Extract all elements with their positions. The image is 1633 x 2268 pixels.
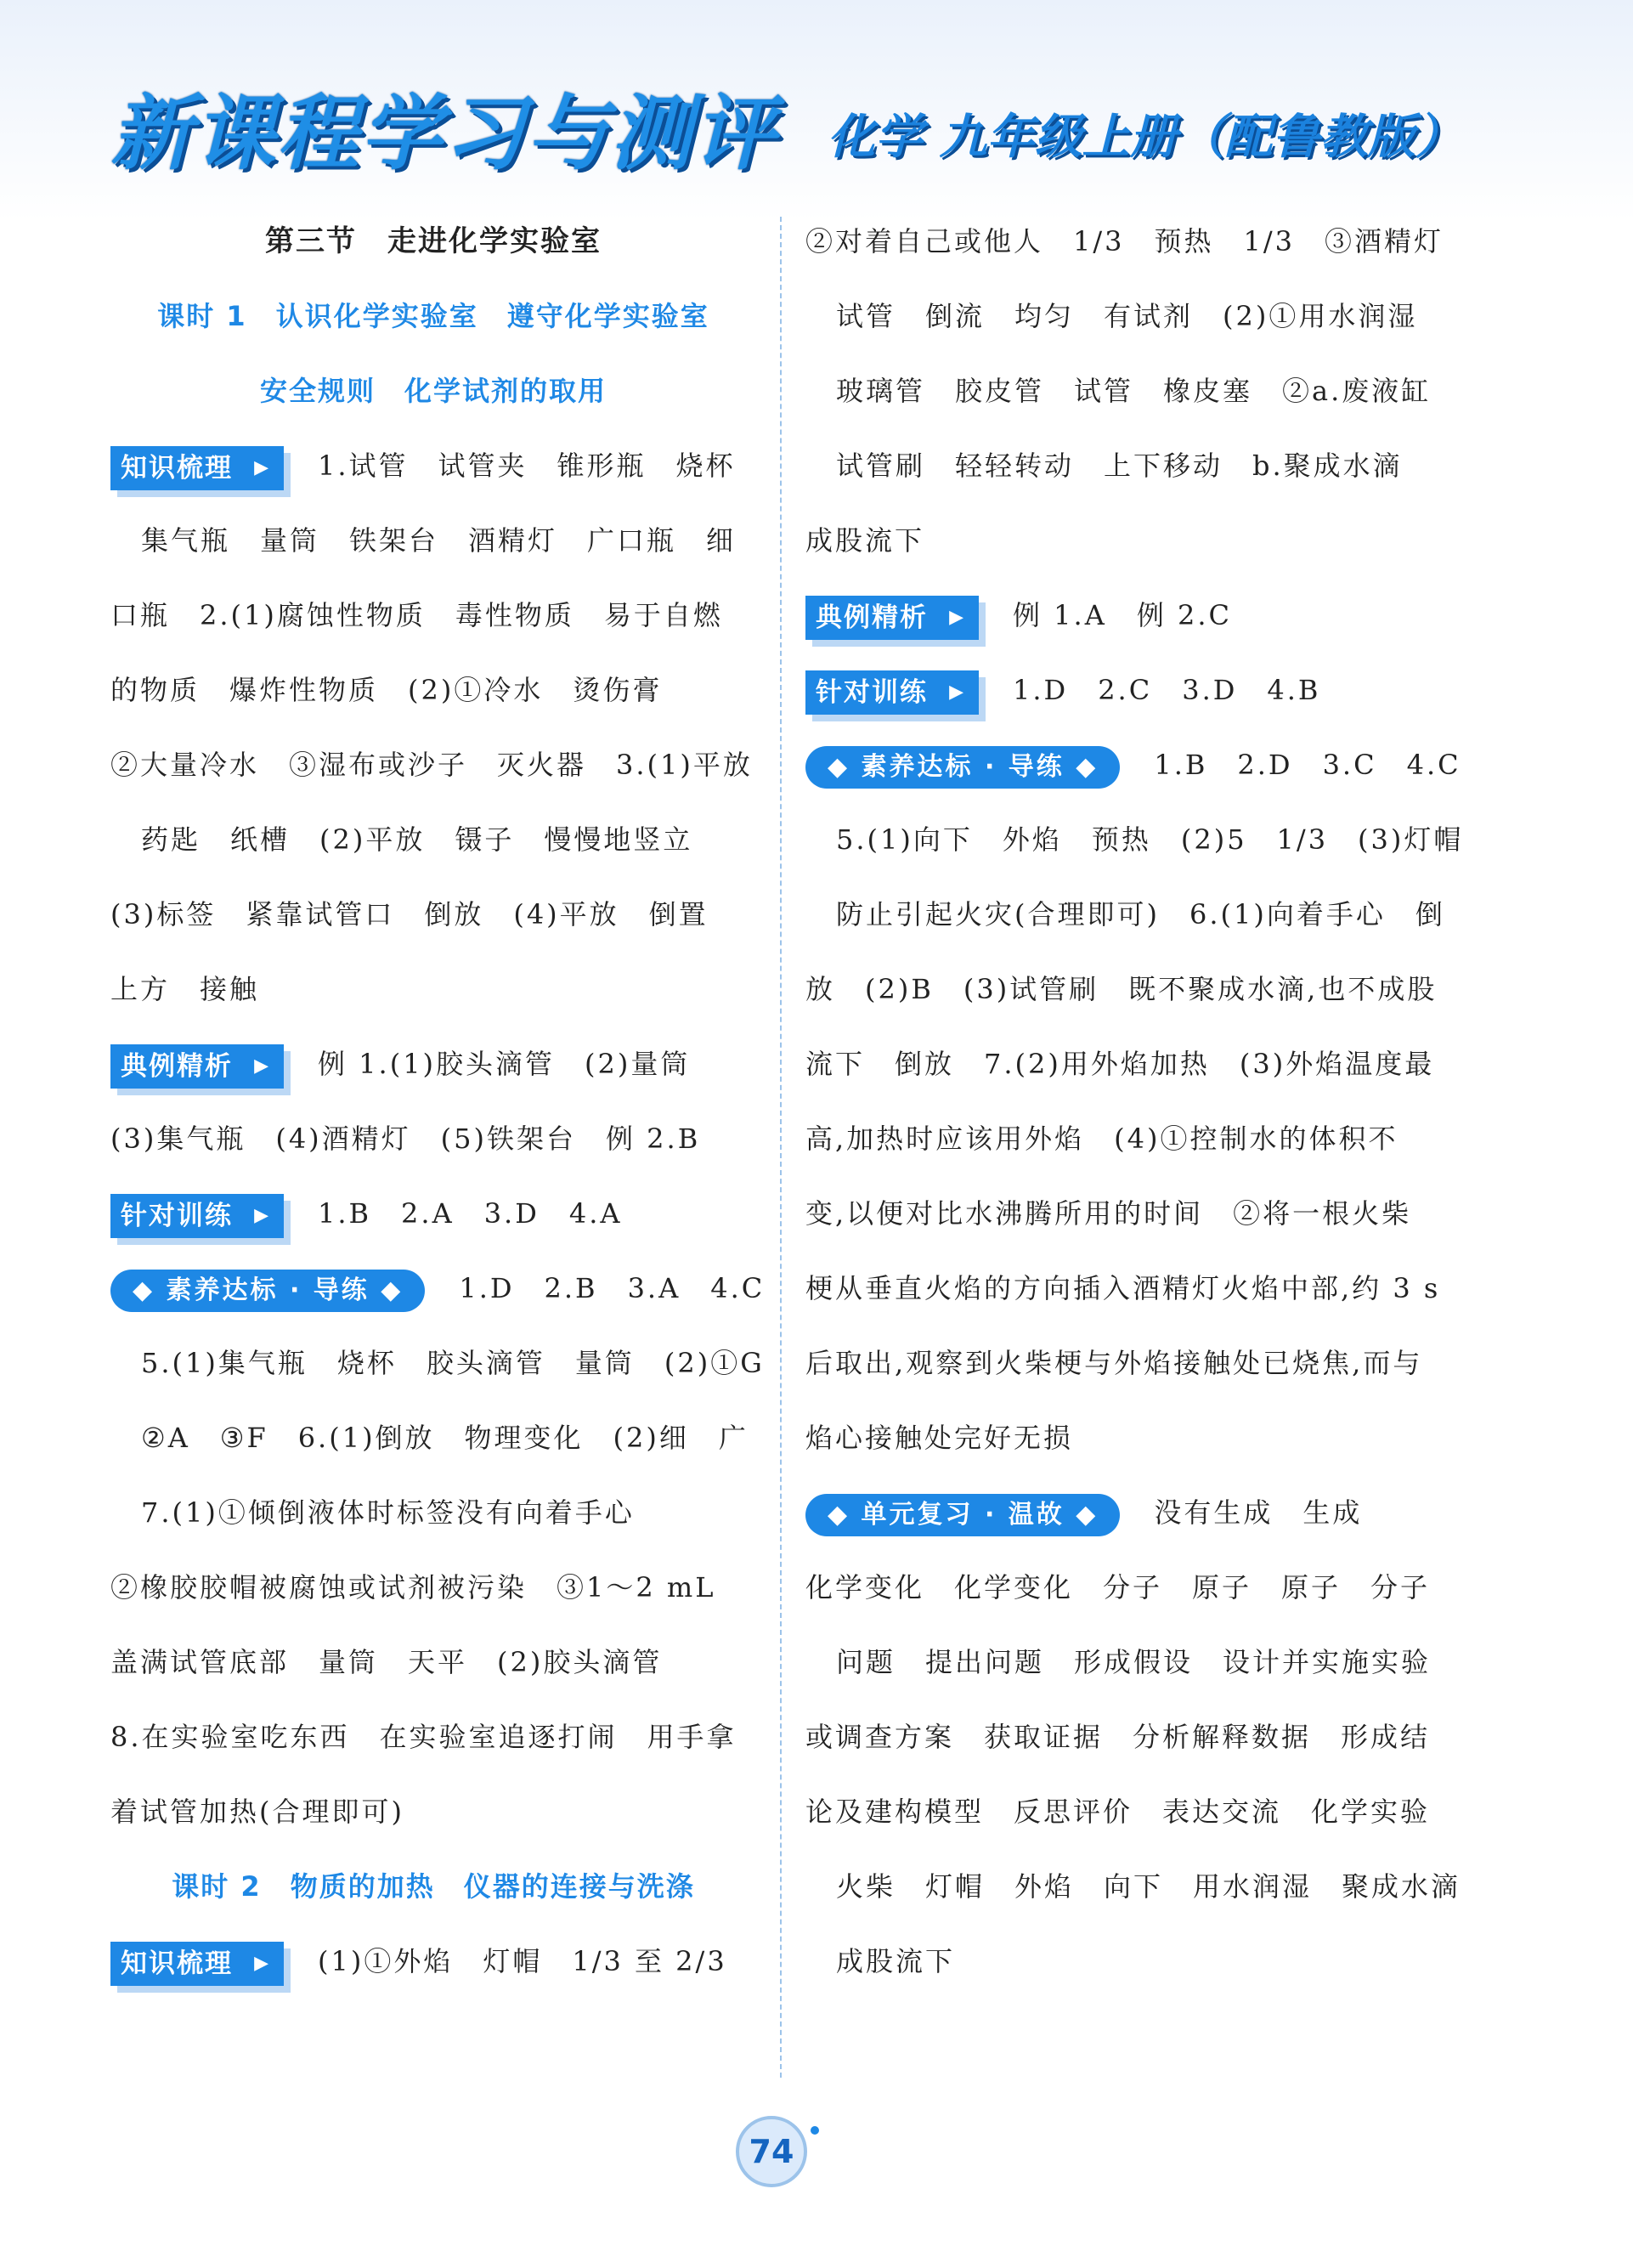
answer-text: 例 1.(1)胶头滴管 (2)量筒 <box>318 1048 691 1080</box>
lesson-title: 课时 2 物质的加热 仪器的连接与洗涤 <box>172 1870 695 1903</box>
answer-line <box>110 653 756 727</box>
answer-line <box>805 428 1451 503</box>
answer-text: (3)标签 紧靠试管口 倒放 (4)平放 倒置 <box>110 898 709 930</box>
section-tag <box>805 596 979 640</box>
answer-text: 梗从垂直火焰的方向插入酒精灯火焰中部,约 3 s <box>805 1272 1441 1304</box>
answer-line <box>805 1475 1451 1550</box>
answer-line <box>805 1101 1451 1176</box>
answer-line <box>110 279 756 353</box>
answer-line <box>805 952 1451 1027</box>
answer-line <box>110 353 756 428</box>
play-arrow-icon: ▶ <box>254 456 270 478</box>
answer-text: ②橡胶胶帽被腐蚀或试剂被污染 ③1～2 mL <box>110 1571 716 1603</box>
right-column <box>805 204 1464 1999</box>
answer-text: 5.(1)向下 外焰 预热 (2)5 1/3 (3)灯帽 <box>836 823 1464 856</box>
answer-text: 放 (2)B (3)试管刷 既不聚成水滴,也不成股 <box>805 973 1438 1005</box>
answer-text: 口瓶 2.(1)腐蚀性物质 毒性物质 易于自燃 <box>110 599 723 631</box>
answer-text: ②大量冷水 ③湿布或沙子 灭火器 3.(1)平放 <box>110 749 753 781</box>
answer-line <box>110 503 756 578</box>
answer-line <box>110 1326 765 1400</box>
answer-line <box>805 1924 1451 1999</box>
answer-text: 例 1.A 例 2.C <box>1013 599 1233 631</box>
answer-line <box>110 1774 756 1849</box>
answer-text: 火柴 灯帽 外焰 向下 用水润湿 聚成水滴 <box>836 1870 1461 1903</box>
answer-text: 盖满试管底部 量筒 天平 (2)胶头滴管 <box>110 1646 663 1678</box>
answer-text: 上方 接触 <box>110 973 260 1005</box>
answer-line <box>110 1475 756 1550</box>
section-tag <box>805 670 979 715</box>
answer-line <box>110 1849 756 1924</box>
answer-line <box>805 1326 1451 1400</box>
answer-line <box>110 877 756 952</box>
answer-text: 问题 提出问题 形成假设 设计并实施实验 <box>836 1646 1432 1678</box>
answer-line <box>110 578 756 653</box>
answer-text: 或调查方案 获取证据 分析解释数据 形成结 <box>805 1721 1431 1753</box>
section-tag <box>110 446 284 490</box>
answer-line <box>110 1625 756 1700</box>
answer-text: 成股流下 <box>836 1945 956 1977</box>
play-arrow-icon: ▶ <box>254 1055 270 1077</box>
book-subject: 化学 九年级上册（配鲁教版） <box>828 110 1463 165</box>
answer-text: 1.D 2.C 3.D 4.B <box>1013 674 1321 706</box>
section-tag <box>110 1942 284 1986</box>
section-pill: ◆ 素养达标 · 导练 ◆ <box>110 1270 425 1312</box>
answer-text: 1.B 2.D 3.C 4.C <box>1154 749 1461 781</box>
answer-line <box>805 1251 1451 1326</box>
answer-line <box>805 1700 1451 1774</box>
answer-text: 的物质 爆炸性物质 (2)①冷水 烫伤膏 <box>110 674 663 706</box>
answer-line <box>805 877 1451 952</box>
answer-line <box>805 802 1464 877</box>
play-arrow-icon: ▶ <box>949 606 965 628</box>
answer-text: 1.B 2.A 3.D 4.A <box>318 1197 623 1230</box>
answer-line <box>805 1176 1451 1251</box>
lesson-title: 安全规则 化学试剂的取用 <box>259 375 607 407</box>
page-number: 74 <box>736 2116 807 2187</box>
answer-line <box>110 1924 756 1999</box>
answer-line <box>805 1849 1461 1924</box>
answer-line <box>110 1550 756 1625</box>
section-tag-label: 针对训练 <box>121 1200 233 1231</box>
answer-text: 没有生成 生成 <box>1154 1496 1363 1529</box>
answer-text: 防止引起火灾(合理即可) 6.(1)向着手心 倒 <box>836 898 1445 930</box>
answer-line <box>805 1550 1451 1625</box>
section-pill: ◆ 单元复习 · 温故 ◆ <box>805 1494 1120 1536</box>
answer-text: 论及建构模型 反思评价 表达交流 化学实验 <box>805 1796 1431 1828</box>
section-tag-label: 典例精析 <box>816 602 928 633</box>
answer-line <box>110 204 756 279</box>
answer-text: 试管刷 轻轻转动 上下移动 b.聚成水滴 <box>836 450 1403 482</box>
section-title: 第三节 走进化学实验室 <box>265 224 602 258</box>
answer-line <box>805 1625 1451 1700</box>
answer-text: 7.(1)①倾倒液体时标签没有向着手心 <box>141 1496 635 1529</box>
answer-line <box>805 1774 1451 1849</box>
lesson-title: 课时 1 认识化学实验室 遵守化学实验室 <box>157 300 709 332</box>
play-arrow-icon: ▶ <box>254 1952 270 1974</box>
answer-line <box>805 727 1461 802</box>
answer-line <box>805 279 1451 353</box>
answer-text: ②对着自己或他人 1/3 预热 1/3 ③酒精灯 <box>805 225 1444 257</box>
answer-line <box>805 578 1451 653</box>
answer-line <box>110 1700 756 1774</box>
answer-line <box>110 1176 756 1251</box>
answer-text: (3)集气瓶 (4)酒精灯 (5)铁架台 例 2.B <box>110 1123 701 1155</box>
answer-line <box>805 1027 1451 1101</box>
answer-text: 成股流下 <box>805 524 925 557</box>
answer-text: 流下 倒放 7.(2)用外焰加热 (3)外焰温度最 <box>805 1048 1435 1080</box>
play-arrow-icon: ▶ <box>254 1204 270 1226</box>
section-pill: ◆ 素养达标 · 导练 ◆ <box>805 746 1120 789</box>
answer-text: ②A ③F 6.(1)倒放 物理变化 (2)细 广 <box>141 1422 749 1454</box>
answer-line <box>110 727 756 802</box>
answer-text: 后取出,观察到火柴梗与外焰接触处已烧焦,而与 <box>805 1347 1423 1379</box>
answer-text: 焰心接触处完好无损 <box>805 1422 1074 1454</box>
page-number-dot <box>811 2126 819 2135</box>
page-header <box>110 81 1463 181</box>
answer-line <box>805 503 1451 578</box>
answer-line <box>110 802 756 877</box>
answer-text: 5.(1)集气瓶 烧杯 胶头滴管 量筒 (2)①G <box>141 1347 765 1379</box>
answer-line <box>805 204 1451 279</box>
answer-line <box>110 1027 756 1101</box>
column-divider <box>780 217 782 2078</box>
answer-text: 化学变化 化学变化 分子 原子 原子 分子 <box>805 1571 1431 1603</box>
section-tag-label: 典例精析 <box>121 1050 233 1082</box>
answer-line <box>110 1101 756 1176</box>
answer-line <box>110 952 756 1027</box>
play-arrow-icon: ▶ <box>949 681 965 703</box>
answer-text: 1.试管 试管夹 锥形瓶 烧杯 <box>318 450 736 482</box>
answer-text: (1)①外焰 灯帽 1/3 至 2/3 <box>318 1945 727 1977</box>
answer-text: 集气瓶 量筒 铁架台 酒精灯 广口瓶 细 <box>141 524 737 557</box>
answer-text: 高,加热时应该用外焰 (4)①控制水的体积不 <box>805 1123 1399 1155</box>
answer-line <box>110 428 756 503</box>
answer-line <box>805 653 1451 727</box>
section-tag-label: 知识梳理 <box>121 1948 233 1979</box>
answer-line <box>805 1400 1451 1475</box>
answer-text: 1.D 2.B 3.A 4.C <box>459 1272 766 1304</box>
section-tag-label: 针对训练 <box>816 676 928 708</box>
answer-text: 药匙 纸槽 (2)平放 镊子 慢慢地竖立 <box>141 823 693 856</box>
section-tag <box>110 1044 284 1089</box>
answer-text: 着试管加热(合理即可) <box>110 1796 404 1828</box>
answer-line <box>110 1251 766 1326</box>
answer-text: 8.在实验室吃东西 在实验室追逐打闹 用手拿 <box>110 1721 737 1753</box>
answer-text: 玻璃管 胶皮管 试管 橡皮塞 ②a.废液缸 <box>836 375 1432 407</box>
answer-line <box>805 353 1451 428</box>
section-tag-label: 知识梳理 <box>121 452 233 484</box>
left-column <box>110 204 766 1999</box>
answer-text: 变,以便对比水沸腾所用的时间 ②将一根火柴 <box>805 1197 1412 1230</box>
series-title: 新课程学习与测评 <box>110 86 777 181</box>
answer-line <box>110 1400 756 1475</box>
section-tag <box>110 1194 284 1238</box>
answer-text: 试管 倒流 均匀 有试剂 (2)①用水润湿 <box>836 300 1418 332</box>
